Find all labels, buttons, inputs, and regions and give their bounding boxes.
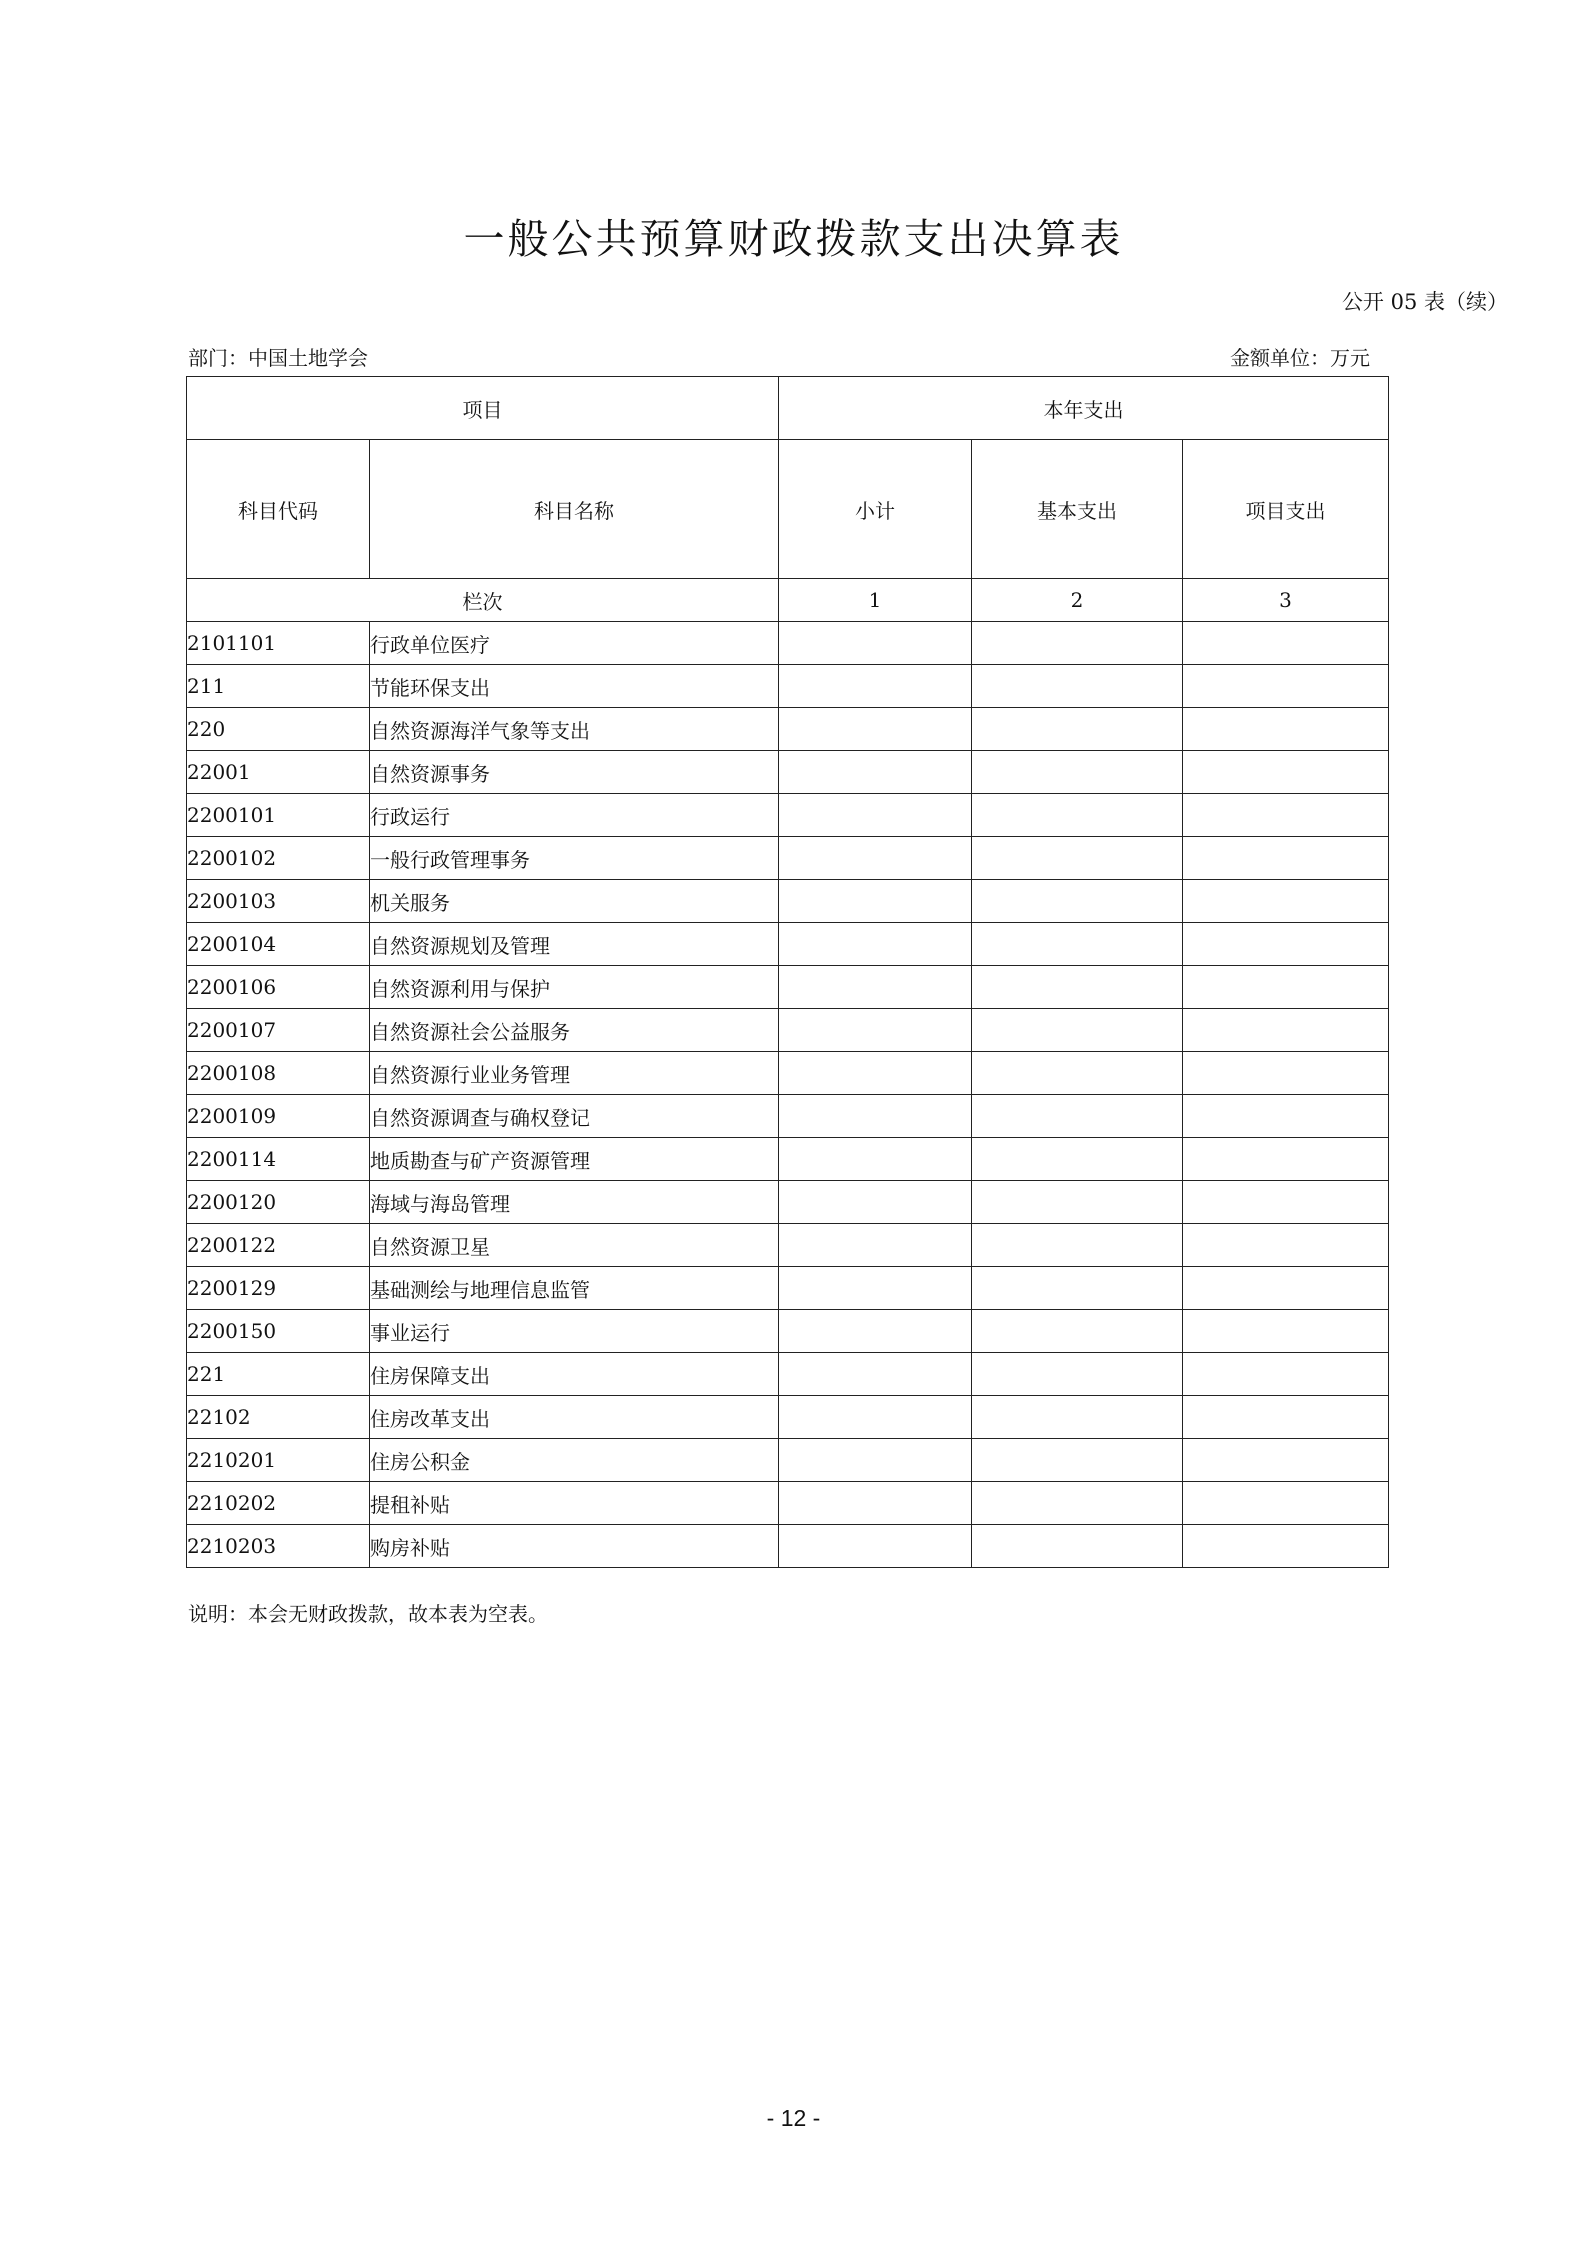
table-row bbox=[187, 1310, 1389, 1353]
subject-code: 2210201 bbox=[187, 1439, 370, 1482]
subtotal-cell bbox=[779, 1396, 972, 1439]
subject-code: 2200102 bbox=[187, 837, 370, 880]
project-expenditure-cell bbox=[1183, 1482, 1389, 1525]
subject-name: 自然资源卫星 bbox=[370, 1224, 779, 1267]
column-index-2: 2 bbox=[972, 579, 1183, 622]
subject-name: 自然资源调查与确权登记 bbox=[370, 1095, 779, 1138]
table-row bbox=[187, 1224, 1389, 1267]
subject-name: 地质勘查与矿产资源管理 bbox=[370, 1138, 779, 1181]
subject-code: 2200122 bbox=[187, 1224, 370, 1267]
subject-code: 2200120 bbox=[187, 1181, 370, 1224]
table-row bbox=[187, 708, 1389, 751]
basic-expenditure-cell bbox=[972, 622, 1183, 665]
header-subtotal: 小计 bbox=[779, 440, 972, 579]
basic-expenditure-cell bbox=[972, 966, 1183, 1009]
subject-name: 机关服务 bbox=[370, 880, 779, 923]
basic-expenditure-cell bbox=[972, 1138, 1183, 1181]
subtotal-cell bbox=[779, 1224, 972, 1267]
subject-name: 提租补贴 bbox=[370, 1482, 779, 1525]
subtotal-cell bbox=[779, 1052, 972, 1095]
subject-name: 自然资源规划及管理 bbox=[370, 923, 779, 966]
table-note: 说明：本会无财政拨款，故本表为空表。 bbox=[188, 1602, 548, 1626]
subject-code: 2200114 bbox=[187, 1138, 370, 1181]
subtotal-cell bbox=[779, 1482, 972, 1525]
subject-code: 22001 bbox=[187, 751, 370, 794]
project-expenditure-cell bbox=[1183, 751, 1389, 794]
basic-expenditure-cell bbox=[972, 1267, 1183, 1310]
subject-code: 2200104 bbox=[187, 923, 370, 966]
table-row bbox=[187, 1267, 1389, 1310]
subject-name: 节能环保支出 bbox=[370, 665, 779, 708]
basic-expenditure-cell bbox=[972, 837, 1183, 880]
subject-code: 2200103 bbox=[187, 880, 370, 923]
subject-name: 住房改革支出 bbox=[370, 1396, 779, 1439]
table-row bbox=[187, 1525, 1389, 1568]
subject-name: 住房保障支出 bbox=[370, 1353, 779, 1396]
project-expenditure-cell bbox=[1183, 1224, 1389, 1267]
subtotal-cell bbox=[779, 1353, 972, 1396]
subject-name: 行政运行 bbox=[370, 794, 779, 837]
basic-expenditure-cell bbox=[972, 923, 1183, 966]
subject-code: 2210202 bbox=[187, 1482, 370, 1525]
subject-name: 基础测绘与地理信息监管 bbox=[370, 1267, 779, 1310]
project-expenditure-cell bbox=[1183, 1052, 1389, 1095]
basic-expenditure-cell bbox=[972, 1009, 1183, 1052]
subject-name: 自然资源利用与保护 bbox=[370, 966, 779, 1009]
basic-expenditure-cell bbox=[972, 1482, 1183, 1525]
subtotal-cell bbox=[779, 1310, 972, 1353]
table-row bbox=[187, 837, 1389, 880]
basic-expenditure-cell bbox=[972, 751, 1183, 794]
basic-expenditure-cell bbox=[972, 880, 1183, 923]
subject-code: 2200106 bbox=[187, 966, 370, 1009]
header-project: 项目支出 bbox=[1183, 440, 1389, 579]
basic-expenditure-cell bbox=[972, 665, 1183, 708]
subject-name: 行政单位医疗 bbox=[370, 622, 779, 665]
table-row bbox=[187, 1396, 1389, 1439]
table-row bbox=[187, 1009, 1389, 1052]
subject-code: 22102 bbox=[187, 1396, 370, 1439]
subject-name: 事业运行 bbox=[370, 1310, 779, 1353]
project-expenditure-cell bbox=[1183, 794, 1389, 837]
table-row bbox=[187, 1095, 1389, 1138]
header-basic: 基本支出 bbox=[972, 440, 1183, 579]
basic-expenditure-cell bbox=[972, 1052, 1183, 1095]
subtotal-cell bbox=[779, 751, 972, 794]
header-code: 科目代码 bbox=[187, 440, 370, 579]
amount-unit-label: 金额单位：万元 bbox=[1230, 346, 1370, 370]
subject-name: 自然资源海洋气象等支出 bbox=[370, 708, 779, 751]
project-expenditure-cell bbox=[1183, 1267, 1389, 1310]
subtotal-cell bbox=[779, 837, 972, 880]
subject-name: 购房补贴 bbox=[370, 1525, 779, 1568]
project-expenditure-cell bbox=[1183, 880, 1389, 923]
budget-expenditure-table bbox=[186, 376, 1389, 1568]
subject-code: 220 bbox=[187, 708, 370, 751]
subject-code: 211 bbox=[187, 665, 370, 708]
header-current-year: 本年支出 bbox=[779, 377, 1389, 440]
table-row bbox=[187, 751, 1389, 794]
subject-name: 自然资源行业业务管理 bbox=[370, 1052, 779, 1095]
subject-code: 2200150 bbox=[187, 1310, 370, 1353]
subtotal-cell bbox=[779, 1181, 972, 1224]
subject-code: 2200109 bbox=[187, 1095, 370, 1138]
table-row bbox=[187, 966, 1389, 1009]
column-index-3: 3 bbox=[1183, 579, 1389, 622]
subtotal-cell bbox=[779, 1439, 972, 1482]
basic-expenditure-cell bbox=[972, 1224, 1183, 1267]
project-expenditure-cell bbox=[1183, 1310, 1389, 1353]
basic-expenditure-cell bbox=[972, 1310, 1183, 1353]
subject-name: 自然资源社会公益服务 bbox=[370, 1009, 779, 1052]
table-row bbox=[187, 1439, 1389, 1482]
subject-code: 2200101 bbox=[187, 794, 370, 837]
table-row bbox=[187, 1482, 1389, 1525]
project-expenditure-cell bbox=[1183, 1396, 1389, 1439]
project-expenditure-cell bbox=[1183, 665, 1389, 708]
subtotal-cell bbox=[779, 708, 972, 751]
column-index-row bbox=[187, 579, 1389, 622]
subtotal-cell bbox=[779, 665, 972, 708]
project-expenditure-cell bbox=[1183, 622, 1389, 665]
subject-code: 2210203 bbox=[187, 1525, 370, 1568]
column-index-1: 1 bbox=[779, 579, 972, 622]
subtotal-cell bbox=[779, 1267, 972, 1310]
basic-expenditure-cell bbox=[972, 794, 1183, 837]
table-row bbox=[187, 1138, 1389, 1181]
project-expenditure-cell bbox=[1183, 1009, 1389, 1052]
project-expenditure-cell bbox=[1183, 1353, 1389, 1396]
page-number: - 12 - bbox=[766, 2105, 821, 2131]
subtotal-cell bbox=[779, 880, 972, 923]
subtotal-cell bbox=[779, 923, 972, 966]
column-index-label: 栏次 bbox=[187, 579, 779, 622]
form-number: 公开 05 表（续） bbox=[1341, 290, 1508, 314]
subtotal-cell bbox=[779, 1138, 972, 1181]
project-expenditure-cell bbox=[1183, 1181, 1389, 1224]
project-expenditure-cell bbox=[1183, 966, 1389, 1009]
header-row-2 bbox=[187, 440, 1389, 579]
subject-name: 海域与海岛管理 bbox=[370, 1181, 779, 1224]
project-expenditure-cell bbox=[1183, 1095, 1389, 1138]
subject-name: 住房公积金 bbox=[370, 1439, 779, 1482]
project-expenditure-cell bbox=[1183, 837, 1389, 880]
subtotal-cell bbox=[779, 966, 972, 1009]
subject-code: 2200108 bbox=[187, 1052, 370, 1095]
table-row bbox=[187, 1353, 1389, 1396]
subject-code: 2101101 bbox=[187, 622, 370, 665]
basic-expenditure-cell bbox=[972, 1181, 1183, 1224]
project-expenditure-cell bbox=[1183, 708, 1389, 751]
subject-name: 自然资源事务 bbox=[370, 751, 779, 794]
table-row bbox=[187, 794, 1389, 837]
subtotal-cell bbox=[779, 794, 972, 837]
table-row bbox=[187, 923, 1389, 966]
basic-expenditure-cell bbox=[972, 1353, 1183, 1396]
basic-expenditure-cell bbox=[972, 1396, 1183, 1439]
project-expenditure-cell bbox=[1183, 1525, 1389, 1568]
basic-expenditure-cell bbox=[972, 708, 1183, 751]
subtotal-cell bbox=[779, 1525, 972, 1568]
subject-name: 一般行政管理事务 bbox=[370, 837, 779, 880]
table-row bbox=[187, 1052, 1389, 1095]
table-row bbox=[187, 880, 1389, 923]
table-row bbox=[187, 665, 1389, 708]
header-row-1 bbox=[187, 377, 1389, 440]
subtotal-cell bbox=[779, 1009, 972, 1052]
table-row bbox=[187, 622, 1389, 665]
basic-expenditure-cell bbox=[972, 1525, 1183, 1568]
department-label: 部门：中国土地学会 bbox=[188, 346, 368, 370]
page-title: 一般公共预算财政拨款支出决算表 bbox=[463, 215, 1124, 263]
header-item: 项目 bbox=[187, 377, 779, 440]
subject-code: 221 bbox=[187, 1353, 370, 1396]
header-name: 科目名称 bbox=[370, 440, 779, 579]
project-expenditure-cell bbox=[1183, 1439, 1389, 1482]
table-row bbox=[187, 1181, 1389, 1224]
subject-code: 2200107 bbox=[187, 1009, 370, 1052]
subtotal-cell bbox=[779, 1095, 972, 1138]
project-expenditure-cell bbox=[1183, 923, 1389, 966]
basic-expenditure-cell bbox=[972, 1439, 1183, 1482]
subtotal-cell bbox=[779, 622, 972, 665]
subject-code: 2200129 bbox=[187, 1267, 370, 1310]
project-expenditure-cell bbox=[1183, 1138, 1389, 1181]
basic-expenditure-cell bbox=[972, 1095, 1183, 1138]
